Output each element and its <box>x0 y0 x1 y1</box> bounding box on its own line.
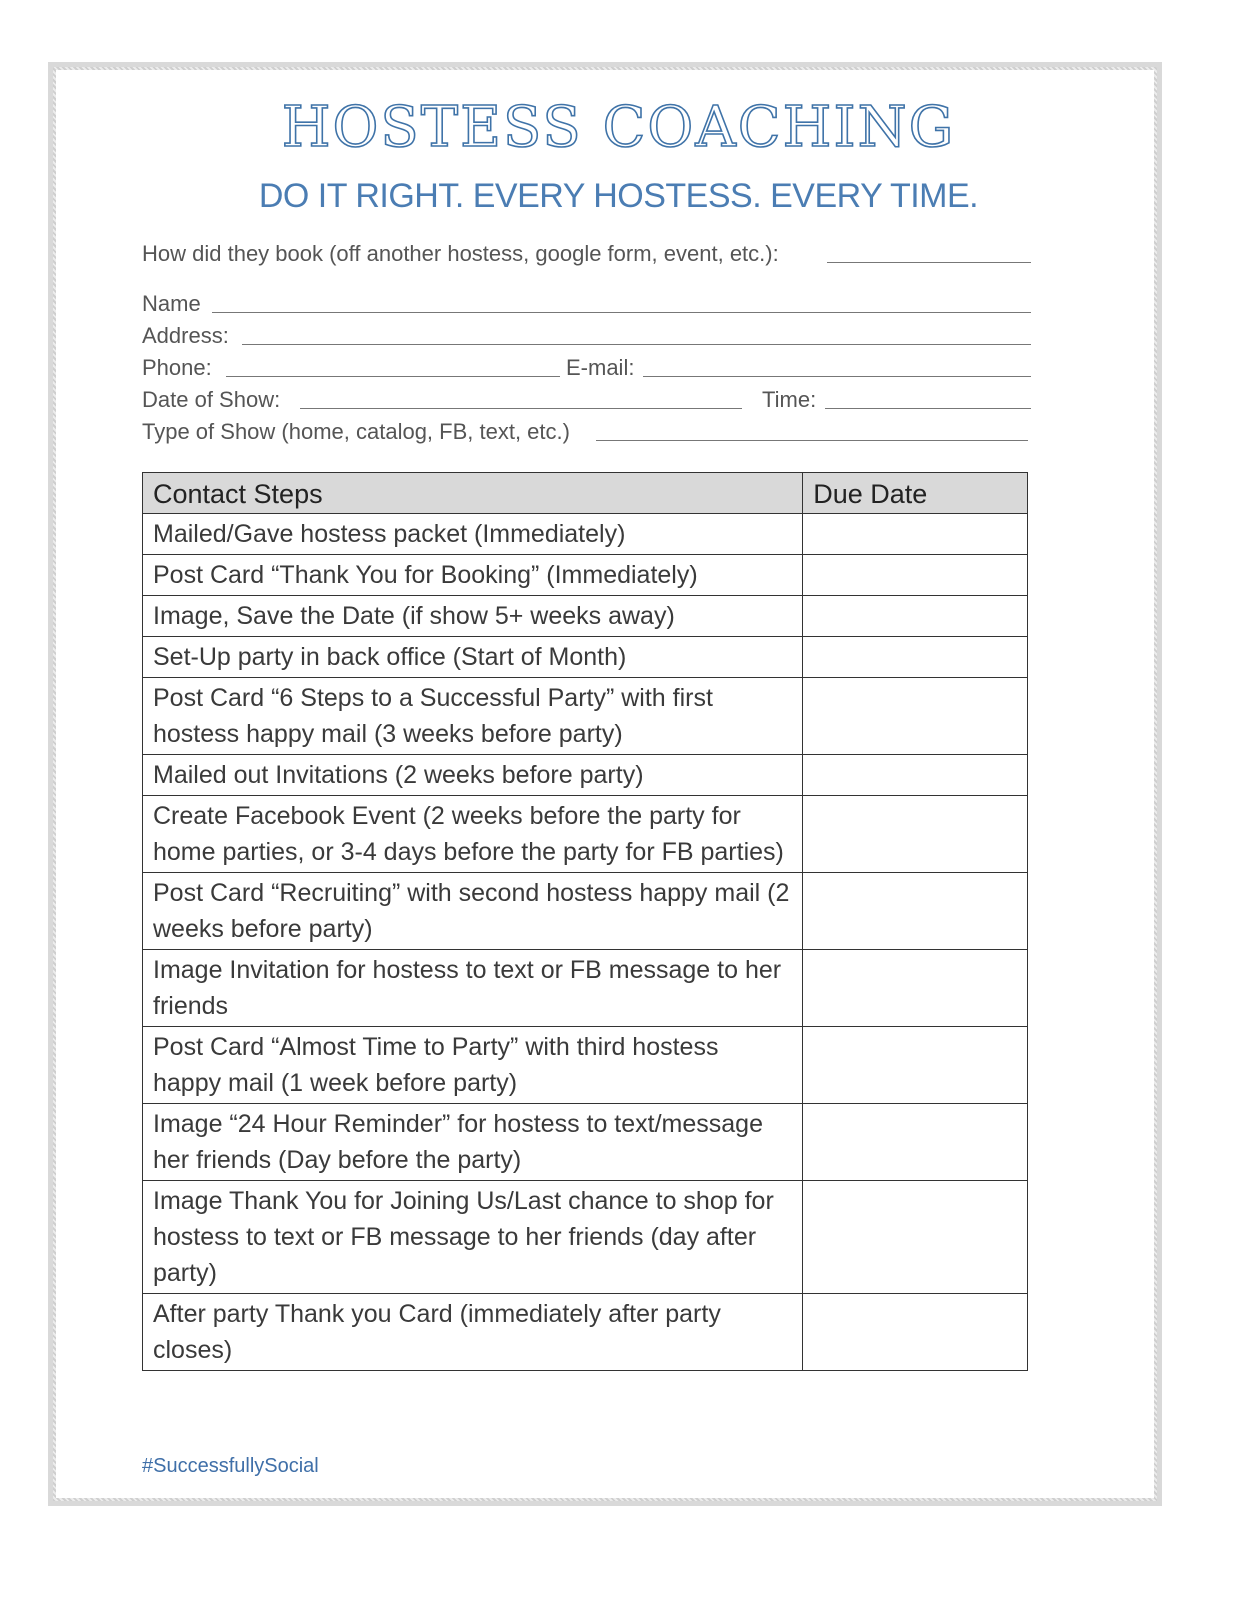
name-field[interactable] <box>212 312 1031 313</box>
address-label: Address: <box>142 323 229 348</box>
contact-step-cell: Post Card “Thank You for Booking” (Immediately) <box>143 555 803 596</box>
contact-step-cell: Mailed/Gave hostess packet (Immediately) <box>143 514 803 555</box>
table-row <box>143 678 1028 755</box>
contact-step-cell: After party Thank you Card (immediately after party closes) <box>143 1294 803 1371</box>
due-date-cell[interactable] <box>803 873 1028 950</box>
due-date-cell[interactable] <box>803 555 1028 596</box>
contact-step-cell: Post Card “Recruiting” with second hostess happy mail (2 weeks before party) <box>143 873 803 950</box>
footer-hashtag: #SuccessfullySocial <box>142 1455 319 1477</box>
date-field[interactable] <box>300 408 742 409</box>
address-field[interactable] <box>242 344 1031 345</box>
table-row <box>143 873 1028 950</box>
contact-step-cell: Image, Save the Date (if show 5+ weeks away) <box>143 596 803 637</box>
table-row <box>143 1181 1028 1294</box>
due-date-cell[interactable] <box>803 596 1028 637</box>
due-date-cell[interactable] <box>803 796 1028 873</box>
phone-field[interactable] <box>226 376 560 377</box>
email-label: E-mail: <box>566 355 635 380</box>
header-due-date: Due Date <box>803 473 1028 514</box>
table-row <box>143 1294 1028 1371</box>
name-label: Name <box>142 291 201 316</box>
time-field[interactable] <box>825 408 1031 409</box>
email-field[interactable] <box>643 376 1031 377</box>
table-row <box>143 637 1028 678</box>
booking-label: How did they book (off another hostess, google form, event, etc.): <box>142 241 779 266</box>
table-row <box>143 950 1028 1027</box>
contact-step-cell: Create Facebook Event (2 weeks before the party for home parties, or 3-4 days before the party for FB parties) <box>143 796 803 873</box>
contact-step-cell: Image “24 Hour Reminder” for hostess to text/message her friends (Day before the party) <box>143 1104 803 1181</box>
contact-step-cell: Image Invitation for hostess to text or FB message to her friends <box>143 950 803 1027</box>
due-date-cell[interactable] <box>803 678 1028 755</box>
contact-step-cell: Mailed out Invitations (2 weeks before party) <box>143 755 803 796</box>
table-row <box>143 796 1028 873</box>
table-row <box>143 555 1028 596</box>
due-date-cell[interactable] <box>803 950 1028 1027</box>
due-date-cell[interactable] <box>803 1027 1028 1104</box>
table-header-row <box>143 473 1028 514</box>
due-date-cell[interactable] <box>803 1181 1028 1294</box>
due-date-cell[interactable] <box>803 514 1028 555</box>
table-row <box>143 1027 1028 1104</box>
contact-steps-table <box>142 472 1028 1371</box>
table-row <box>143 514 1028 555</box>
page-title: HOSTESS COACHING <box>281 95 956 160</box>
date-label: Date of Show: <box>142 387 281 412</box>
contact-step-cell: Image Thank You for Joining Us/Last chance to shop for hostess to text or FB message to her friends (day after party) <box>143 1181 803 1294</box>
due-date-cell[interactable] <box>803 637 1028 678</box>
page-subtitle: DO IT RIGHT. EVERY HOSTESS. EVERY TIME. <box>258 177 979 215</box>
time-label: Time: <box>762 387 817 412</box>
contact-step-cell: Set-Up party in back office (Start of Month) <box>143 637 803 678</box>
due-date-cell[interactable] <box>803 755 1028 796</box>
table-row <box>143 596 1028 637</box>
contact-step-cell: Post Card “6 Steps to a Successful Party” with first hostess happy mail (3 weeks before party) <box>143 678 803 755</box>
due-date-cell[interactable] <box>803 1104 1028 1181</box>
table-row <box>143 755 1028 796</box>
header-contact-steps: Contact Steps <box>143 473 803 514</box>
booking-field[interactable] <box>827 262 1031 263</box>
phone-label: Phone: <box>142 355 212 380</box>
type-label: Type of Show (home, catalog, FB, text, etc.) <box>142 419 570 444</box>
contact-step-cell: Post Card “Almost Time to Party” with third hostess happy mail (1 week before party) <box>143 1027 803 1104</box>
table-row <box>143 1104 1028 1181</box>
type-field[interactable] <box>596 440 1028 441</box>
due-date-cell[interactable] <box>803 1294 1028 1371</box>
